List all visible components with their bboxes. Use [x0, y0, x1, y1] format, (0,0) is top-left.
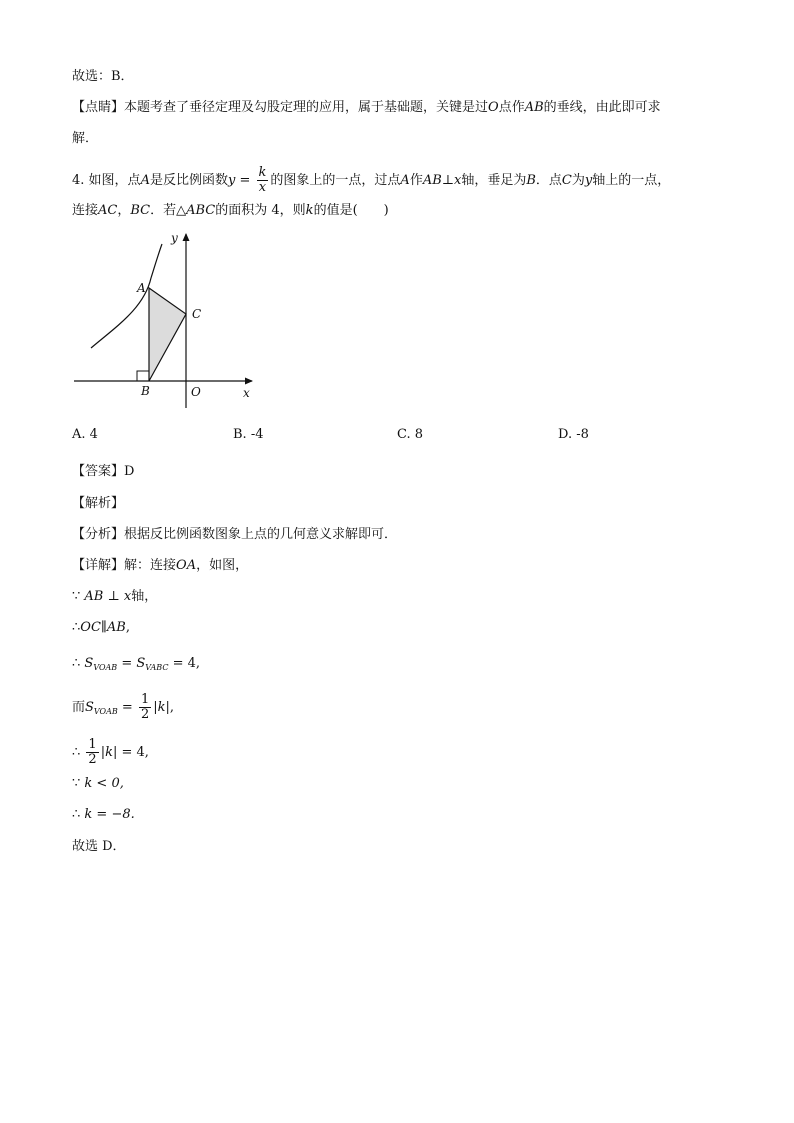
final-conclusion: 故选 D． — [72, 839, 126, 854]
step7-text: k = −8. — [84, 807, 135, 822]
step4-sub: VOAB — [93, 707, 118, 716]
q-text-2: 是反比例函数 — [149, 173, 228, 188]
fenxi-text: 根据反比例函数图象上点的几何意义求解即可． — [124, 527, 398, 542]
q2-text-a: 连接 — [72, 203, 99, 218]
q-text-7: 为 — [571, 173, 585, 188]
q-y: y — [227, 173, 236, 188]
q2-text-c: 的面积为 4，则 — [215, 203, 306, 218]
q2-text-b: ．若△ — [150, 203, 187, 218]
step6-text: k < 0, — [84, 776, 124, 791]
q-point-a: A — [140, 173, 150, 188]
q-text-4: 作 — [409, 173, 423, 188]
question-line-1 — [72, 166, 670, 195]
label-b: B — [141, 384, 150, 398]
q2-ac: AC — [98, 203, 118, 218]
question-line-2 — [72, 202, 389, 220]
prev-comment-end: 解． — [72, 131, 99, 146]
step5-half-num: 1 — [88, 737, 97, 752]
step2-text: OC∥AB — [80, 620, 126, 635]
step5-half — [86, 738, 98, 767]
step5-symbol: ∴ — [72, 745, 81, 760]
x-axis-arrow — [245, 378, 253, 385]
step3-s1: S — [84, 656, 94, 671]
answer-tag: 【答案】 — [72, 464, 125, 479]
q-eq: = — [239, 173, 251, 188]
question-number: 4. — [72, 173, 85, 188]
y-axis-arrow — [183, 233, 190, 241]
triangle-abc — [149, 288, 186, 381]
option-d: D. -8 — [558, 427, 589, 442]
comment-text-a: 本题考查了垂径定理及勾股定理的应用，属于基础题，关键是过 — [124, 100, 489, 115]
step3-eq: = — [121, 656, 133, 671]
label-a: A — [137, 281, 146, 295]
step-4 — [72, 693, 174, 722]
step4-s: S — [85, 700, 94, 715]
step7-symbol: ∴ — [72, 807, 81, 822]
answer-line — [72, 463, 134, 481]
q-text-1: 如图，点 — [88, 173, 141, 188]
prev-conclusion: 故选：B． — [72, 69, 134, 84]
q-frac-x: x — [258, 180, 267, 195]
q-text-5: 轴，垂足为 — [461, 173, 527, 188]
q-point-a2: A — [400, 173, 410, 188]
label-o: O — [191, 385, 201, 399]
question-figure — [72, 228, 262, 410]
answer-value: D — [124, 464, 135, 479]
prev-comment — [72, 99, 661, 117]
right-angle-mark — [137, 371, 149, 381]
step1-x: x — [123, 589, 132, 604]
step4-abs-k: |k| — [153, 700, 170, 715]
detail-tag: 【详解】 — [72, 558, 125, 573]
step-6 — [72, 775, 124, 793]
q2-comma: ， — [117, 203, 131, 218]
fenxi-tag: 【分析】 — [72, 527, 125, 542]
comment-text-b: 点作 — [498, 100, 525, 115]
step4-pre: 而 — [72, 700, 86, 715]
label-c: C — [192, 307, 202, 321]
comment-o: O — [488, 100, 499, 115]
comment-text-c: 的垂线，由此即可求 — [543, 100, 661, 115]
step2-end: , — [125, 620, 130, 635]
analysis-tag: 【解析】 — [72, 496, 125, 511]
q-point-c: C — [561, 173, 572, 188]
q-frac-k: k — [258, 165, 267, 180]
step-1 — [72, 588, 157, 606]
detail-line — [72, 557, 248, 575]
step3-s2: S — [136, 656, 146, 671]
q2-bc: BC — [130, 203, 151, 218]
detail-text-b: ，如图， — [196, 558, 249, 573]
step3-sub2: VABC — [145, 663, 169, 672]
step5-abs-k: |k| — [100, 745, 118, 760]
option-a: A. 4 — [72, 427, 98, 442]
detail-text-a: 解：连接 — [124, 558, 177, 573]
step4-half-num: 1 — [140, 692, 150, 707]
step5-half-den: 2 — [88, 752, 97, 767]
q-point-b: B — [526, 173, 536, 188]
step4-half-den: 2 — [140, 707, 150, 722]
q-text-6: ．点 — [535, 173, 562, 188]
option-c: C. 8 — [397, 427, 424, 442]
q2-abc: ABC — [186, 203, 216, 218]
step-5 — [72, 738, 149, 767]
step1-symbol: ∵ — [72, 589, 81, 604]
label-x: x — [243, 386, 250, 400]
step4-eq: = — [121, 700, 133, 715]
q-fraction — [257, 166, 269, 195]
step3-sub1: VOAB — [93, 663, 118, 672]
step5-val: = 4, — [121, 745, 149, 760]
comment-ab: AB — [524, 100, 544, 115]
step1-ab: AB — [84, 589, 104, 604]
step4-half — [139, 693, 151, 722]
step3-symbol: ∴ — [72, 656, 81, 671]
step1-end: 轴， — [131, 589, 158, 604]
comment-tag: 【点睛】 — [72, 100, 125, 115]
q-text-8: 轴上的一点， — [592, 173, 671, 188]
step1-perp: ⊥ — [107, 589, 120, 604]
label-y: y — [171, 231, 178, 245]
detail-oa: OA — [176, 558, 197, 573]
step-2 — [72, 619, 130, 637]
q2-k: k — [305, 203, 314, 218]
q-ab-perp: AB⊥x — [422, 173, 462, 188]
option-b: B. -4 — [233, 427, 264, 442]
step4-end: , — [169, 700, 175, 715]
q-text-3: 的图象上的一点，过点 — [270, 173, 401, 188]
fenxi-line — [72, 526, 397, 544]
step3-val: = 4, — [172, 656, 201, 671]
q2-text-d: 的值是( ) — [313, 203, 389, 218]
step6-symbol: ∵ — [72, 776, 81, 791]
step-7 — [72, 806, 135, 824]
q-y2: y — [584, 173, 593, 188]
step2-symbol: ∴ — [72, 620, 81, 635]
step-3 — [72, 655, 200, 677]
